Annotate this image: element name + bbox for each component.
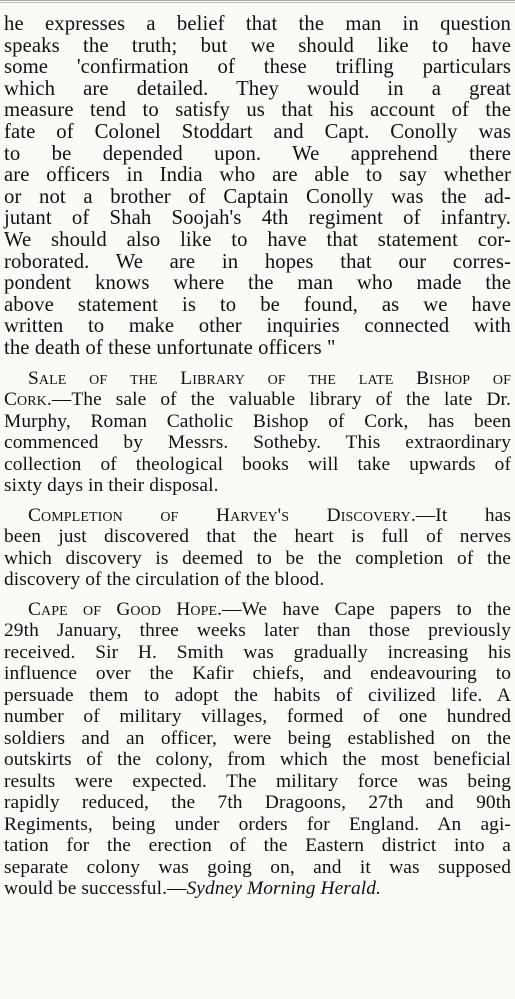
- text-line: [4, 599, 511, 621]
- text-line: which are detailed. They would in a great: [4, 77, 511, 100]
- text-line: been just discovered that the heart is full of nerves: [4, 526, 511, 547]
- harvey-heading: Completion of Harvey's Discovery.: [28, 504, 416, 526]
- text-line: separate colony was going on, and it was supposed: [4, 856, 511, 878]
- text-line: above statement is to be found, as we have: [4, 293, 511, 316]
- text-line: [4, 505, 511, 527]
- article-continuation: [4, 14, 511, 360]
- text-line: soldiers and an officer, were being established on the: [4, 727, 511, 749]
- text-line: he expresses a belief that the man in question: [4, 13, 511, 35]
- cape-lead: —We have Cape papers to the: [222, 598, 511, 620]
- harvey-lead: —It has: [415, 504, 511, 526]
- text-line: measure tend to satisfy us that his account of the: [4, 99, 511, 122]
- text-line: fate of Colonel Stoddart and Capt. Conolly was: [4, 120, 511, 143]
- sale-paragraph: [4, 368, 511, 497]
- text-line: some 'confirmation of these trifling particulars: [4, 56, 511, 79]
- harvey-paragraph: [4, 505, 511, 591]
- text-line: commenced by Messrs. Sotheby. This extraordinary: [4, 432, 511, 453]
- text-line: speaks the truth; but we should like to have: [4, 34, 511, 57]
- text-line: or not a brother of Captain Conolly was the ad-: [4, 185, 511, 208]
- text-line: 29th January, three weeks later than those previously: [4, 620, 511, 641]
- text-line: received. Sir H. Smith was gradually increasing his: [4, 641, 511, 663]
- text-line: to be depended upon. We apprehend there: [4, 142, 511, 165]
- text-line: jutant of Shah Soojah's 4th regiment of infantry.: [4, 207, 511, 230]
- text-line: pondent knows where the man who made the: [4, 272, 511, 295]
- column-top-rule: [0, 0, 515, 3]
- cape-final-text: would be successful.: [4, 878, 168, 899]
- text-line: Murphy, Roman Catholic Bishop of Cork, has been: [4, 410, 511, 432]
- cape-heading: Cape of Good Hope.: [28, 598, 223, 620]
- source-dash: —: [167, 878, 187, 899]
- text-line: outskirts of the colony, from which the most beneficial: [4, 749, 511, 770]
- text-line: Regiments, being under orders for England. An agi-: [4, 813, 511, 835]
- text-line: [4, 389, 511, 411]
- sale-heading: Sale of the Library of the late Bishop of: [28, 367, 511, 389]
- text-line: [4, 878, 511, 900]
- text-line: rapidly reduced, the 7th Dragoons, 27th and 90th: [4, 792, 511, 813]
- text-line: number of military villages, formed of one hundred: [4, 706, 511, 727]
- text-line: which discovery is deemed to be the completion of the: [4, 547, 511, 569]
- text-line: persuade them to adopt the habits of civilized life. A: [4, 684, 511, 706]
- text-line: are officers in India who are able to say whether: [4, 164, 511, 187]
- text-line: written to make other inquiries connected with: [4, 315, 511, 338]
- source-credit: Sydney Morning Herald.: [186, 878, 381, 899]
- text-line: We should also like to have that statement cor-: [4, 228, 511, 251]
- sale-heading-end: Cork.: [4, 389, 52, 410]
- text-line: discovery of the circulation of the blood.: [4, 569, 325, 590]
- text-line: sixty days in their disposal.: [4, 475, 219, 496]
- sale-line-1: —The sale of the valuable library of the late Dr.: [51, 389, 511, 410]
- text-line: collection of theological books will take upwards of: [4, 453, 511, 475]
- text-line: roborated. We are in hopes that our corres-: [4, 250, 511, 273]
- text-line: the death of these unfortunate officers ": [4, 336, 336, 359]
- text-line: results were expected. The military force was being: [4, 770, 511, 792]
- text-line: influence over the Kafir chiefs, and endeavouring to: [4, 663, 511, 684]
- cape-paragraph: [4, 599, 511, 900]
- text-line: tation for the erection of the Eastern district into a: [4, 835, 511, 856]
